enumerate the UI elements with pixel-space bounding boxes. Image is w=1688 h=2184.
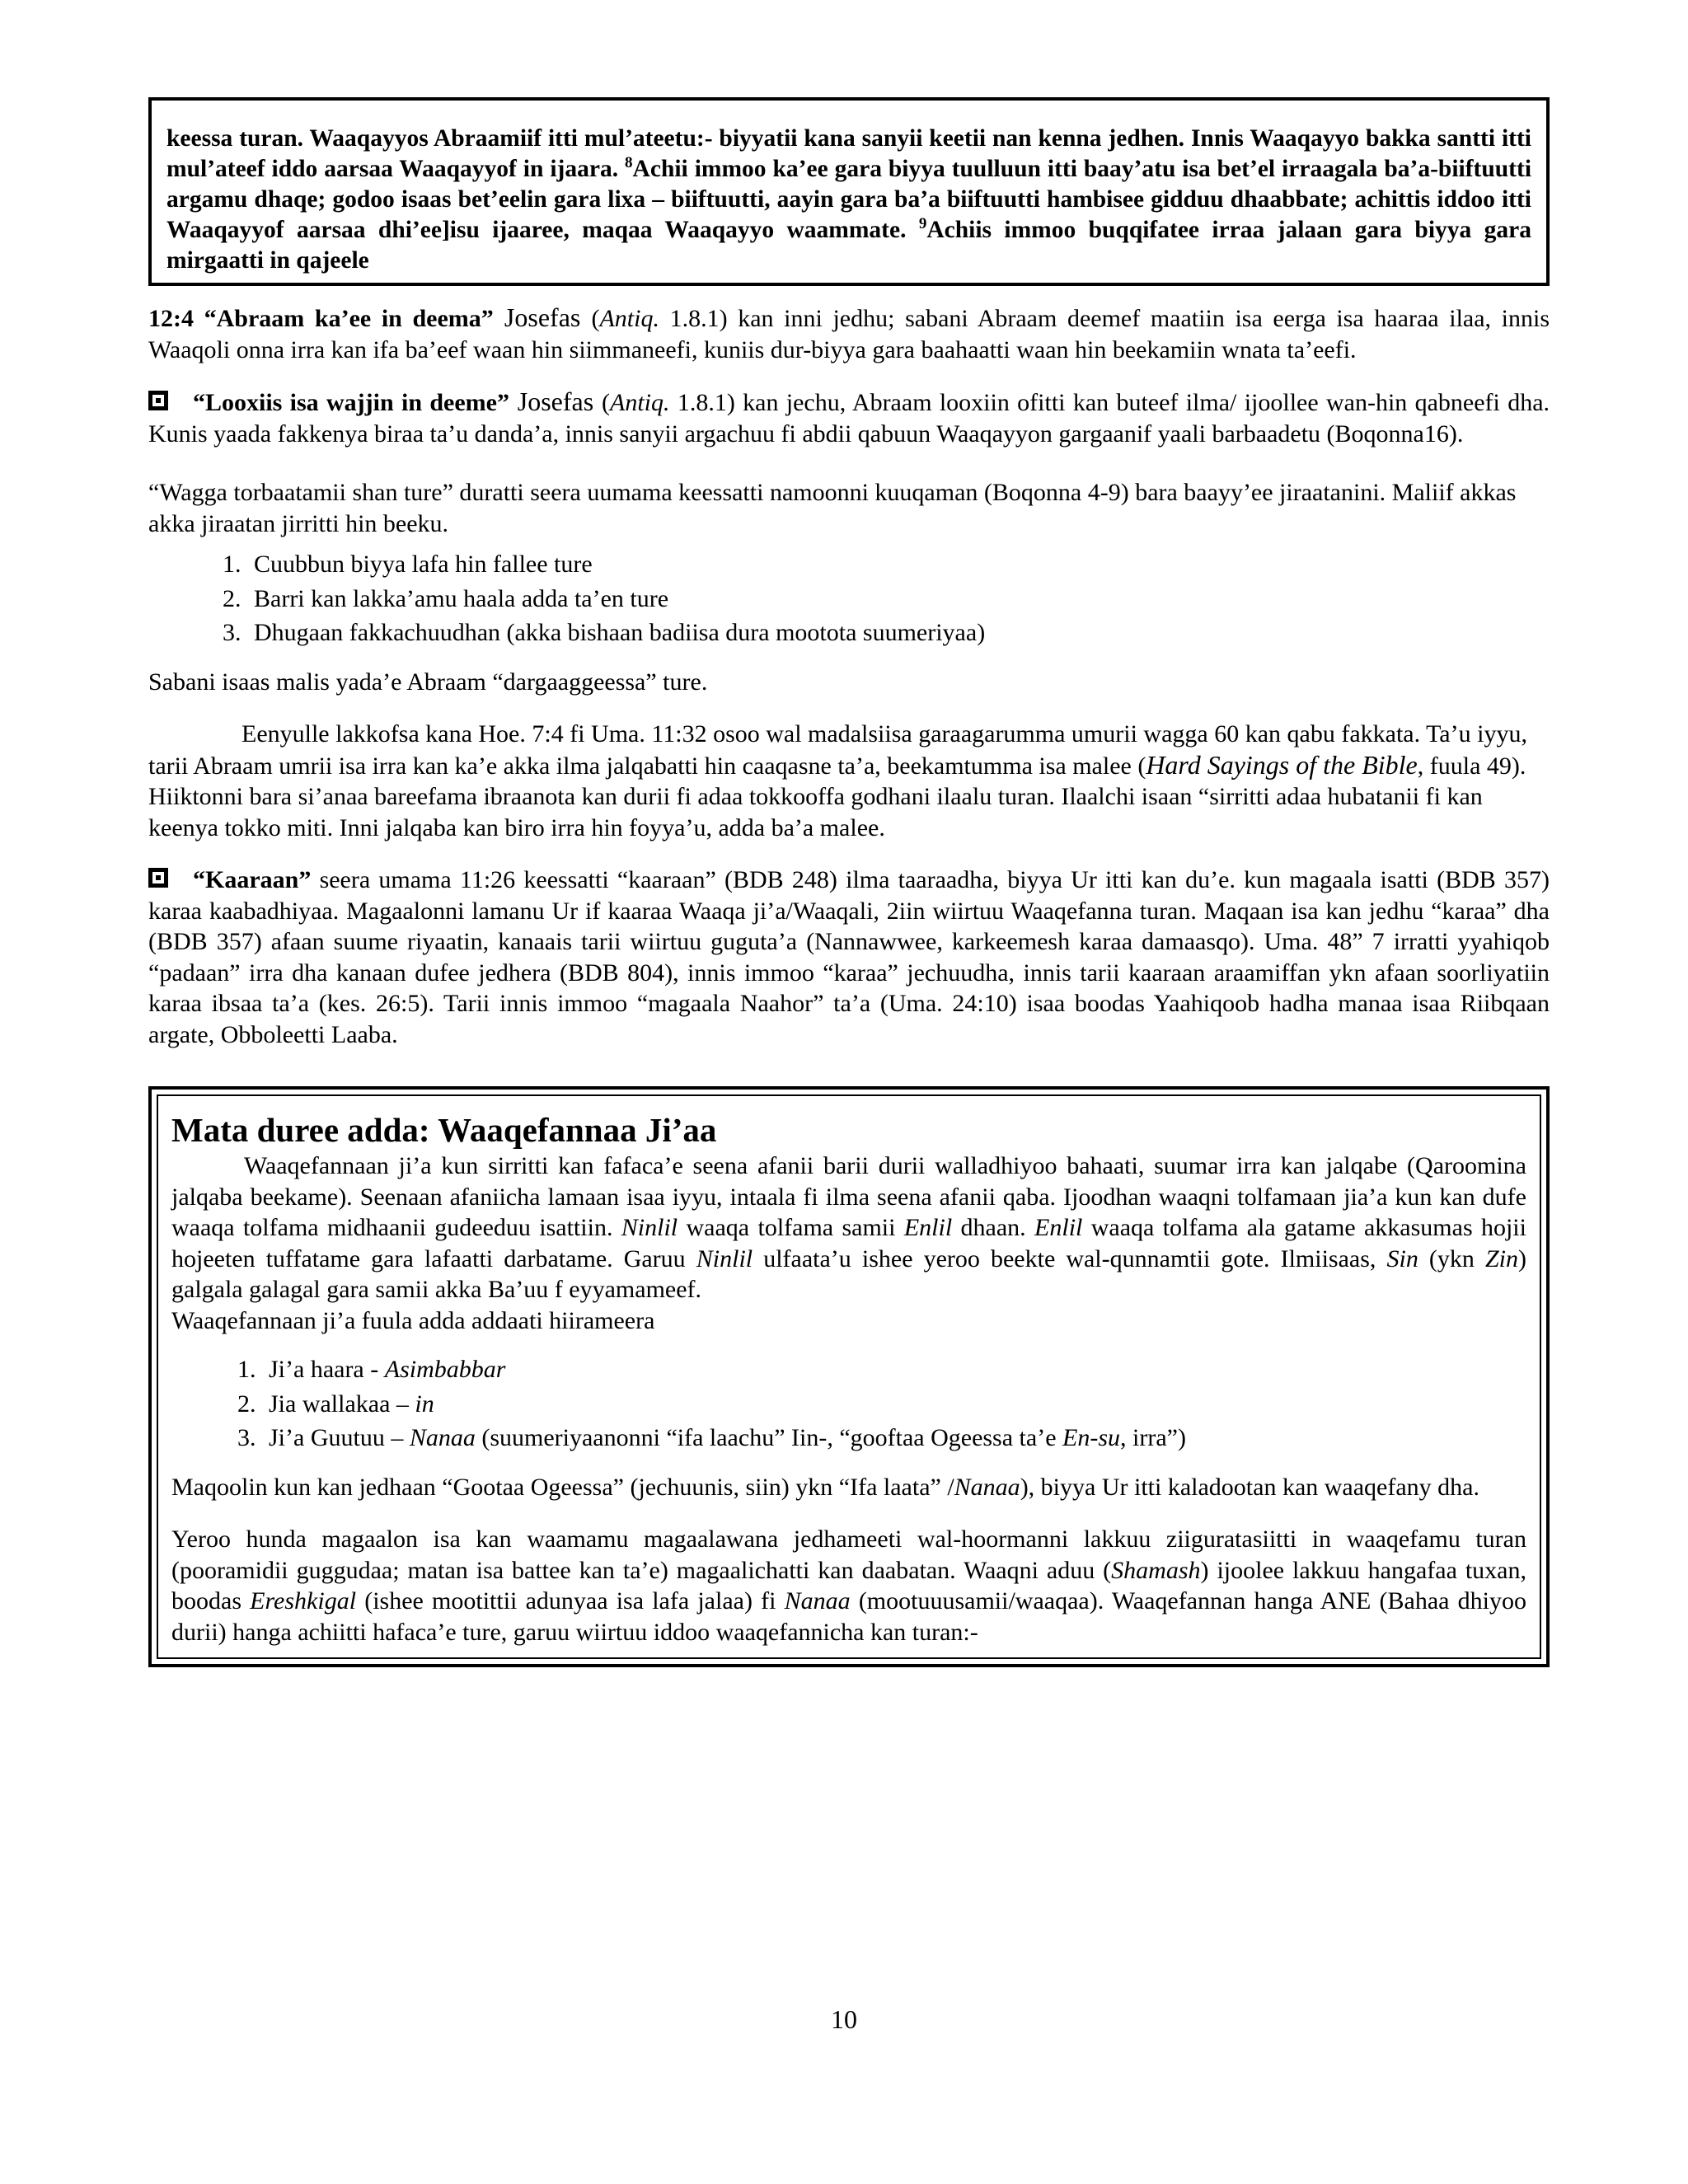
list-item bbox=[262, 1352, 1526, 1387]
author-name: Josefas bbox=[509, 387, 603, 416]
deity-name: Ninlil bbox=[696, 1244, 753, 1272]
list-text: (suumeriyaanonni “ifa laachu” Iin-, “gooftaa Ogeessa ta’e bbox=[475, 1424, 1063, 1451]
list-text: , irra”) bbox=[1120, 1424, 1186, 1451]
list-item: 1. Cuubbun biyya lafa hin fallee ture bbox=[247, 547, 1550, 582]
quote-text: keessa turan. Waaqayyos Abraamiif itti mul’ateetu:- biyyatii kana sanyii keetii nan kenna jedhen. Innis Waaqayyo bakka santti itti mul’ateef iddo aarsaa Waaqayyof in ijaara. bbox=[166, 125, 1531, 182]
special-topic-paragraph bbox=[171, 1524, 1526, 1647]
verse-number: 9 bbox=[918, 215, 927, 233]
paragraph-text: Yeroo hunda magaalon isa kan waamamu magaalawana jedhameeti wal-hoormanni lakkuu ziiguratasiitti in waaqefamu turan (pooramidii guggudaa; matan isa battee kan ta’e) magaalichatti kan daabatan. Waaqni aduu ( bbox=[171, 1526, 1526, 1584]
list-text: Jia wallakaa – bbox=[269, 1390, 415, 1418]
deity-name: Zin bbox=[1484, 1244, 1519, 1272]
paragraph-text: waaqa tolfama samii bbox=[678, 1214, 904, 1241]
paragraph-text: Eenyulle lakkofsa kana Hoe. 7:4 fi Uma. 11:32 osoo wal madalsiisa garaagarumma umurii wagga 60 kan qabu fakkata. Ta’u iyyu, tarii Abraam umrii isa irra kan ka’e akka ilma jalqabatti hin caaqasne ta’a, beekamtumma isa malee ( bbox=[148, 720, 1527, 780]
verse-heading: 12:4 “Abraam ka’ee in deema” bbox=[148, 305, 494, 332]
list-item bbox=[262, 1421, 1526, 1455]
phase-name: in bbox=[415, 1390, 434, 1418]
list-text: Ji’a haara - bbox=[269, 1356, 385, 1383]
deity-name: Nanaa bbox=[784, 1587, 851, 1615]
paragraph-text: (ykn bbox=[1418, 1244, 1485, 1272]
special-topic-title: Mata duree adda: Waaqefannaa Ji’aa bbox=[171, 1111, 717, 1149]
reference-work: Antiq. bbox=[610, 389, 670, 416]
deity-name: En-su bbox=[1062, 1424, 1121, 1451]
quote-text: Achii immoo ka’ee gara biyya tuulluun itti baay’atu isa bet’el irraagala ba’a-biiftuutti argamu dhaqe; godoo isaas bet’eelin gara lixa – biiftuutti, aayin gara ba’a biiftuutti hambisee gidduu dhaabbate; achittis iddoo itti Waaqayyof aarsaa dhi’ee]isu ijaaree, maqaa Waaqayyo waammate. bbox=[166, 156, 1532, 243]
quote-text: Achiis immoo buqqifatee irraa jalaan gara biyya gara mirgaatti in qajeele bbox=[166, 217, 1531, 274]
scripture-quote-box bbox=[148, 97, 1550, 286]
special-topic-paragraph bbox=[171, 1472, 1526, 1503]
paragraph-text: dhaan. bbox=[952, 1214, 1035, 1241]
paragraph-text: waaqa tolfama ala gatame akkasumas hojii hojeeten tuffatame gara lafaatti darbatame. Garuu bbox=[171, 1214, 1526, 1272]
commentary-paragraph bbox=[148, 865, 1550, 1050]
square-bullet-icon bbox=[148, 391, 168, 410]
paragraph-text: ) galgala galagal gara samii akka Ba’uu f eyyamameef. bbox=[171, 1244, 1527, 1303]
deity-name: Ninlil bbox=[621, 1214, 678, 1241]
list-item: 2. Barri kan lakka’amu haala adda ta’en ture bbox=[247, 582, 1550, 616]
commentary-paragraph bbox=[148, 387, 1550, 449]
paragraph-text: ulfaata’u ishee yeroo beekte wal-qunnamtii gote. Ilmiisaas, bbox=[753, 1244, 1387, 1272]
deity-name: Shamash bbox=[1111, 1556, 1201, 1584]
paragraph-text: ) ijoolee lakkuu hangafaa tuxan, boodas bbox=[171, 1556, 1526, 1615]
paragraph-text: kan jechu, Abraam looxiin ofitti kan buteef ilma/ ijoollee wan-hin qabneefi dha. Kunis yaada fakkenya biraa ta’u danda’a, innis sanyii argachuu fi abdii qabuun Waaqayyon gargaanif yaali barbaadetu (Boqonna16). bbox=[148, 389, 1550, 448]
commentary-paragraph bbox=[148, 719, 1550, 843]
special-topic-content bbox=[157, 1094, 1541, 1659]
deity-name: Ereshkigal bbox=[250, 1587, 357, 1615]
scripture-quote bbox=[166, 124, 1531, 276]
verse-number: 8 bbox=[625, 154, 633, 172]
deity-name: Enlil bbox=[903, 1214, 953, 1241]
paragraph-text: , fuula 49). Hiiktonni bara si’anaa bareefama ibraanota kan durii fi adaa tokkooffa godhani ilaalu turan. Ilaalchi isaan “sirritti adaa hubatanii fi kan keenya tokko miti. Inni jalqaba kan biro irra hin foyya’u, adda ba’a malee. bbox=[148, 752, 1526, 841]
commentary-paragraph: “Wagga torbaatamii shan ture” duratti seera uumama keessatti namoonni kuuqaman (Boqonna 4-9) bara baayy’ee jiraatanini. Maliif akkas akka jiraatan jirritti hin beeku. bbox=[148, 479, 1517, 537]
numbered-list bbox=[148, 547, 1550, 650]
reference-paren: ( bbox=[602, 389, 611, 416]
list-item: 3. Dhugaan fakkachuudhan (akka bishaan badiisa dura mootota suumeriyaa) bbox=[247, 616, 1550, 650]
phase-name: Asimbabbar bbox=[384, 1356, 506, 1383]
commentary-paragraph: Sabani isaas malis yada’e Abraam “dargaaggeessa” ture. bbox=[148, 668, 708, 696]
paragraph-text: Maqoolin kun kan jedhaan “Gootaa Ogeessa” (jechuunis, siin) ykn “Ifa laata” / bbox=[171, 1473, 954, 1501]
paragraph-text: (mootuuusamii/waaqaa). Waaqefannan hanga ANE (Bahaa dhiyoo durii) hanga achiitti hafaca’e ture, garuu wiirtuu iddoo waaqefannicha kan turan:- bbox=[171, 1587, 1526, 1646]
list-text: Ji’a Guutuu – bbox=[269, 1424, 410, 1451]
commentary-paragraph bbox=[148, 302, 1550, 365]
square-bullet-icon bbox=[148, 868, 168, 888]
paragraph-text: seera umama 11:26 keessatti “kaaraan” (BDB 248) ilma taaraadha, biyya Ur itti kan du’e. kun magaala isatti (BDB 357) karaa kaabadhiyaa. Magaalonni lamanu Ur if kaaraa Waaqa ji’a/Waaqali, 2iin wiirtuu Waaqefanna turan. Maqaan isa kan jedhu “karaa” dha (BDB 357) afaan suume riyaatin, kanaais tarii wiirtuu guguta’a (Nannawwee, karkeemesh karaa damaasqo). Uma. 48” 7 irratti yyahiqob “padaan” irra dha kanaan dufee jedhera (BDB 804), innis immoo “karaa” jechuudha, innis tarii kaaraan araamiffan ykn afaan soorliyatiin karaa ibsaa ta’a (kes. 26:5). Tarii innis immoo “magaala Naahor” ta’a (Uma. 24:10) isaa boodas Yaahiqoob hadha manaa isaa Riibqaan argate, Obboleetti Laaba. bbox=[148, 866, 1550, 1048]
reference-number: 1.8.1) bbox=[669, 389, 735, 416]
special-topic-paragraph bbox=[171, 1151, 1526, 1305]
paragraph-text: ), biyya Ur itti kaladootan kan waaqefany dha. bbox=[1020, 1473, 1479, 1501]
page bbox=[148, 97, 1550, 1667]
commentary-body bbox=[148, 302, 1550, 1050]
phase-name: Nanaa bbox=[409, 1424, 476, 1451]
special-topic-box bbox=[148, 1086, 1550, 1667]
list-item bbox=[262, 1387, 1526, 1422]
paragraph-text: (ishee mootittii adunyaa isa lafa jalaa) fi bbox=[356, 1587, 785, 1615]
paragraph-text: kan inni jedhu; sabani Abraam deemef maatiin isa eerga isa haaraa ilaa, innis Waaqoli onna irra kan ifa ba’eef waan hin siimmaneefi, kuniis dur-biyya gara baahaatti waan hin beekamiin wnata ta’eefi. bbox=[148, 305, 1550, 363]
moon-phase-list bbox=[171, 1352, 1526, 1455]
deity-name: Sin bbox=[1386, 1244, 1418, 1272]
verse-heading: “Kaaraan” bbox=[193, 866, 312, 893]
reference-work: Antiq. bbox=[599, 305, 659, 332]
paragraph-text: Waaqefannaan ji’a kun sirritti kan fafaca’e seena afanii barii durii walladhiyoo bahaati, suumar irra kan jalqabe (Qaroomina jalqaba beekame). Seenaan afaniicha lamaan isaa iyyu, intaala fi ilma seena afanii qaba. Ijoodhan waaqni tolfamaan jia’a kun kan dufe waaqa tolfama midhaanii gudeeduu isattiin. bbox=[171, 1152, 1526, 1241]
deity-name: Nanaa bbox=[954, 1473, 1020, 1501]
special-topic-paragraph: Waaqefannaan ji’a fuula adda addaati hiirameera bbox=[171, 1306, 655, 1334]
page-number: 10 bbox=[831, 2004, 857, 2034]
book-title: Hard Sayings of the Bible bbox=[1146, 749, 1418, 780]
reference-paren: ( bbox=[591, 305, 600, 332]
author-name: Josefas bbox=[493, 302, 592, 332]
reference-number: 1.8.1) bbox=[659, 305, 728, 332]
deity-name: Enlil bbox=[1034, 1214, 1083, 1241]
verse-heading: “Looxiis isa wajjin in deeme” bbox=[193, 389, 509, 416]
